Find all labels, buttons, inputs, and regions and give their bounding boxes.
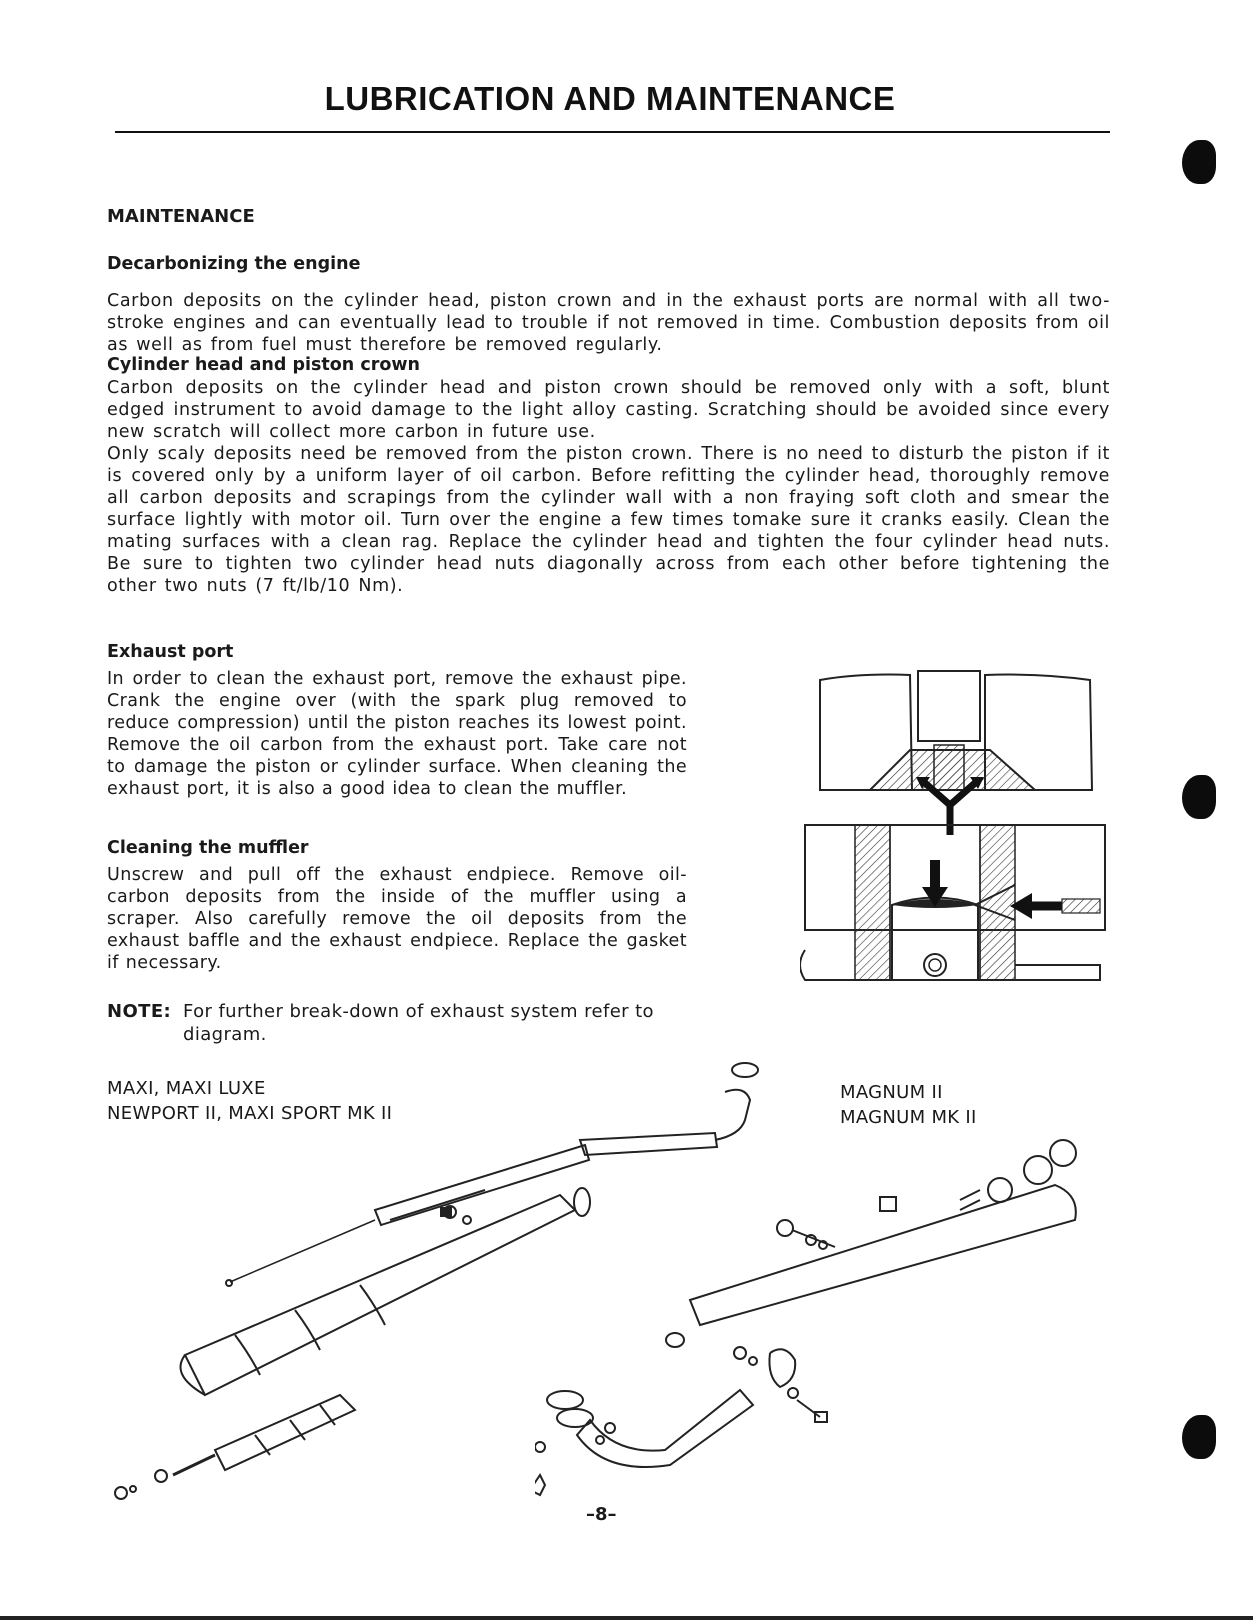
diagram-right-labels bbox=[840, 1080, 977, 1130]
decarbonizing-paragraph: Carbon deposits on the cylinder head, piston crown and in the exhaust ports are normal with all two-stroke engines and can eventually lead to trouble if not removed in time. Combustion deposits from oil as well as from fuel must therefore be removed regularly. bbox=[107, 291, 1110, 355]
diagram-right-label-1: MAGNUM II bbox=[840, 1082, 943, 1103]
exhaust-port-heading: Exhaust port bbox=[107, 642, 234, 662]
punch-hole-top bbox=[1182, 140, 1216, 184]
front-exhaust-pipe bbox=[577, 1390, 753, 1467]
piston bbox=[892, 898, 978, 981]
scan-edge bbox=[0, 1616, 1253, 1620]
exhaust-baffle bbox=[215, 1395, 355, 1470]
muffler-body-right bbox=[690, 1185, 1076, 1325]
diagram-left-label-2: NEWPORT II, MAXI SPORT MK II bbox=[107, 1103, 393, 1124]
note-text: For further break-down of exhaust system refer to diagram. bbox=[183, 1001, 654, 1045]
exhaust-port-paragraph: In order to clean the exhaust port, remove the exhaust pipe. Crank the engine over (with the spark plug removed to reduce compression) until the piston reaches its lowest point. Remove the oil carbon from the exhaust port. Take care not to damage the piston or cylinder surface. When cleaning the exhaust port, it is also a good idea to clean the muffler. bbox=[107, 669, 687, 799]
note bbox=[107, 1000, 692, 1046]
spark-plug-boss bbox=[918, 671, 980, 741]
cylinder-head-paragraph-1: Carbon deposits on the cylinder head and piston crown should be removed only with a soft, blunt edged instrument to avoid damage to the light alloy casting. Scratching should be avoided since every new scratch will collect more carbon in future use. bbox=[107, 378, 1110, 442]
diagram-left-label-1: MAXI, MAXI LUXE bbox=[107, 1078, 266, 1099]
cylinder-head-heading: Cylinder head and piston crown bbox=[107, 355, 421, 375]
muffler-heading: Cleaning the muffler bbox=[107, 838, 309, 858]
diagram-right-label-2: MAGNUM MK II bbox=[840, 1107, 977, 1128]
note-label: NOTE: bbox=[107, 1001, 172, 1022]
section-heading: MAINTENANCE bbox=[107, 206, 255, 227]
page-title: LUBRICATION AND MAINTENANCE bbox=[324, 80, 896, 117]
cylinder-piston-diagram bbox=[800, 665, 1112, 1025]
punch-hole-middle bbox=[1182, 775, 1216, 819]
cylinder-head-paragraph-2: Only scaly deposits need be removed from the piston crown. There is no need to disturb the piston if it is covered only by a uniform layer of oil carbon. Before refitting the cylinder head, thoroughly remove all carbon deposits and scrapings from the cylinder wall with a non fraying soft cloth and smear the surface lightly with motor oil. Turn over the engine a few times tomake sure it cranks easily. Clean the mating surfaces with a clean rag. Replace the cylinder head and tighten the four cylinder head nuts. Be sure to tighten two cylinder head nuts diagonally across from each other before tightening the other two nuts (7 ft/lb/10 Nm). bbox=[107, 444, 1110, 596]
exhaust-exploded-view-right bbox=[535, 1125, 1115, 1535]
cylinder-body bbox=[805, 825, 1105, 930]
muffler-paragraph: Unscrew and pull off the exhaust endpiece. Remove oil-carbon deposits from the inside of the muffler using a scraper. Also carefully remove the oil deposits from the exhaust baffle and the exhaust endpiece. Replace the gasket if necessary. bbox=[107, 865, 687, 973]
page-number: –8– bbox=[586, 1504, 617, 1525]
punch-hole-bottom bbox=[1182, 1415, 1216, 1459]
title-rule bbox=[115, 131, 1110, 133]
decarbonizing-heading: Decarbonizing the engine bbox=[107, 254, 361, 274]
